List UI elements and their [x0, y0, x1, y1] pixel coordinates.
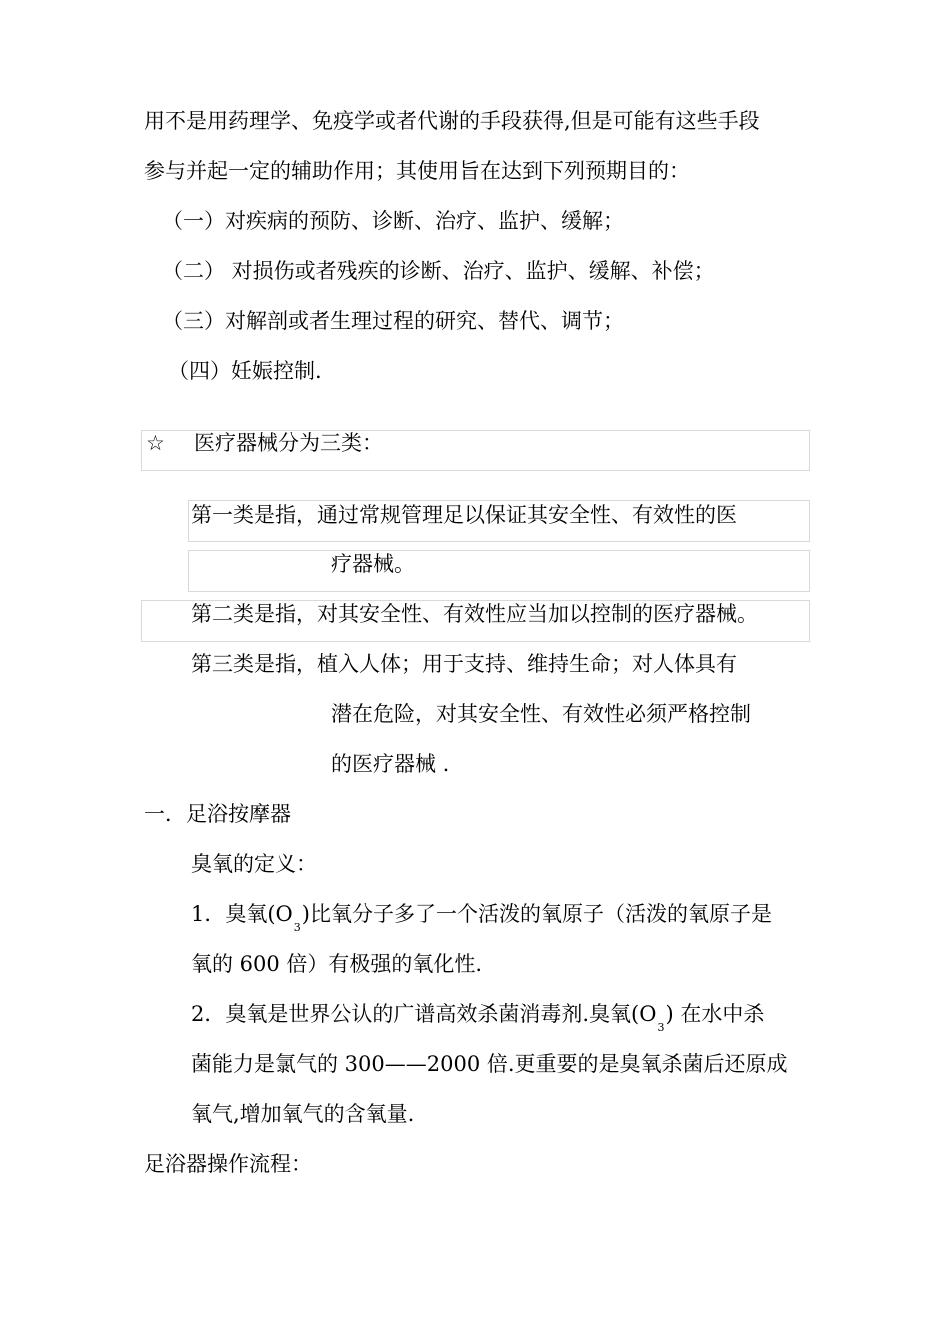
intro-line-2: 参与并起一定的辅助作用；其使用旨在达到下列预期目的：: [144, 159, 690, 183]
ozone-definition-heading: 臭氧的定义：: [191, 852, 317, 876]
ozone-point-2-line-2: 菌能力是氯气的 300——2000 倍.更重要的是臭氧杀菌后还原成: [191, 1052, 788, 1076]
class1-line-1: 第一类是指，通过常规管理足以保证其安全性、有效性的医: [191, 503, 737, 527]
purpose-item-3: （三）对解剖或者生理过程的研究、替代、调节；: [162, 309, 624, 333]
class3-line-3: 的医疗器械 .: [331, 752, 450, 776]
ozone-subscript: 3: [293, 921, 301, 934]
ozone-point-2-line-1: [191, 999, 764, 1033]
class1-line-2: 疗器械。: [331, 552, 415, 576]
star-icon: ☆: [146, 431, 165, 455]
ozone-point-2-line-3: 氧气,增加氧气的含氧量.: [191, 1102, 415, 1126]
process-title: 足浴器操作流程：: [144, 1152, 312, 1176]
section1-title: 一．足浴按摩器: [144, 802, 291, 826]
ozone-point-2-text-b: ) 在水中杀: [665, 1002, 765, 1026]
ozone-point-1-text-b: )比氧分子多了一个活泼的氧原子（活泼的氧原子是: [301, 902, 772, 926]
ozone-point-1-line-2: 氧的 600 倍）有极强的氧化性.: [191, 952, 483, 976]
class3-line-2: 潜在危险，对其安全性、有效性必须严格控制: [331, 702, 751, 726]
class1-box-2: [188, 550, 810, 592]
ozone-subscript: 3: [657, 1021, 665, 1034]
ozone-point-1-text-a: 1．臭氧(O: [191, 902, 293, 926]
ozone-point-2-text-a: 2．臭氧是世界公认的广谱高效杀菌消毒剂.臭氧(O: [191, 1002, 657, 1026]
purpose-item-2: （二） 对损伤或者残疾的诊断、治疗、监护、缓解、补偿；: [162, 259, 715, 283]
class2-line: 第二类是指，对其安全性、有效性应当加以控制的医疗器械。: [191, 602, 758, 626]
purpose-item-4: （四）妊娠控制.: [168, 359, 322, 383]
purpose-item-1: （一）对疾病的预防、诊断、治疗、监护、缓解；: [162, 209, 624, 233]
intro-line-1: 用不是用药理学、免疫学或者代谢的手段获得,但是可能有这些手段: [144, 109, 760, 133]
ozone-point-1-line-1: [191, 899, 772, 933]
classification-heading: 医疗器械分为三类：: [194, 431, 383, 455]
class3-line-1: 第三类是指，植入人体；用于支持、维持生命；对人体具有: [191, 652, 737, 676]
